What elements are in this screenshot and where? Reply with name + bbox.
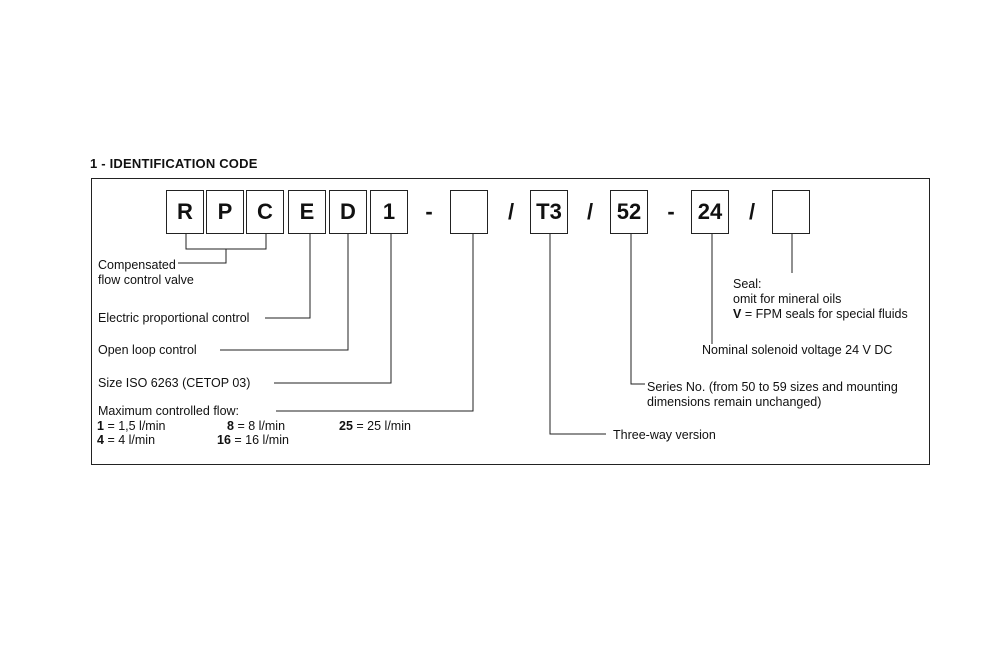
label-three-way: Three-way version: [613, 428, 716, 442]
label-voltage: Nominal solenoid voltage 24 V DC: [702, 343, 893, 357]
label-seal: Seal: omit for mineral oils V = FPM seals for special fluids: [733, 277, 908, 321]
code-separator-slash: /: [748, 199, 756, 224]
leader-three-way: [550, 234, 606, 434]
code-separator-slash: /: [507, 199, 515, 224]
label-series: Series No. (from 50 to 59 sizes and mounting dimensions remain unchanged): [647, 380, 898, 409]
flow-option: 8 = 8 l/min: [227, 419, 286, 433]
label-compensated: Compensated flow control valve: [98, 258, 194, 287]
code-separator-dash: -: [425, 199, 433, 224]
flow-option: 16 = 16 l/min: [217, 433, 289, 447]
code-cell-voltage: 24: [691, 190, 729, 234]
leader-open-loop: [220, 234, 348, 350]
flow-option: 25 = 25 l/min: [339, 419, 411, 433]
code-cell-three-way: T3: [530, 190, 568, 234]
leader-series: [631, 234, 645, 384]
section-title: 1 - IDENTIFICATION CODE: [90, 156, 258, 171]
leader-electric: [265, 234, 310, 318]
label-size: Size ISO 6263 (CETOP 03): [98, 376, 251, 390]
code-cell-d: D: [329, 190, 367, 234]
code-cell-e: E: [288, 190, 326, 234]
flow-option: 1 = 1,5 l/min: [97, 419, 166, 433]
code-cell-r: R: [166, 190, 204, 234]
code-cell-series: 52: [610, 190, 648, 234]
label-electric: Electric proportional control: [98, 311, 250, 325]
flow-option: 4 = 4 l/min: [97, 433, 156, 447]
label-open-loop: Open loop control: [98, 343, 197, 357]
code-cell-p: P: [206, 190, 244, 234]
code-cell-c: C: [246, 190, 284, 234]
leader-flow: [276, 234, 473, 411]
label-max-flow-title: Maximum controlled flow:: [98, 404, 240, 418]
code-separator-dash: -: [667, 199, 675, 224]
leader-size: [274, 234, 391, 383]
code-separator-slash: /: [586, 199, 594, 224]
code-cell-size: 1: [370, 190, 408, 234]
